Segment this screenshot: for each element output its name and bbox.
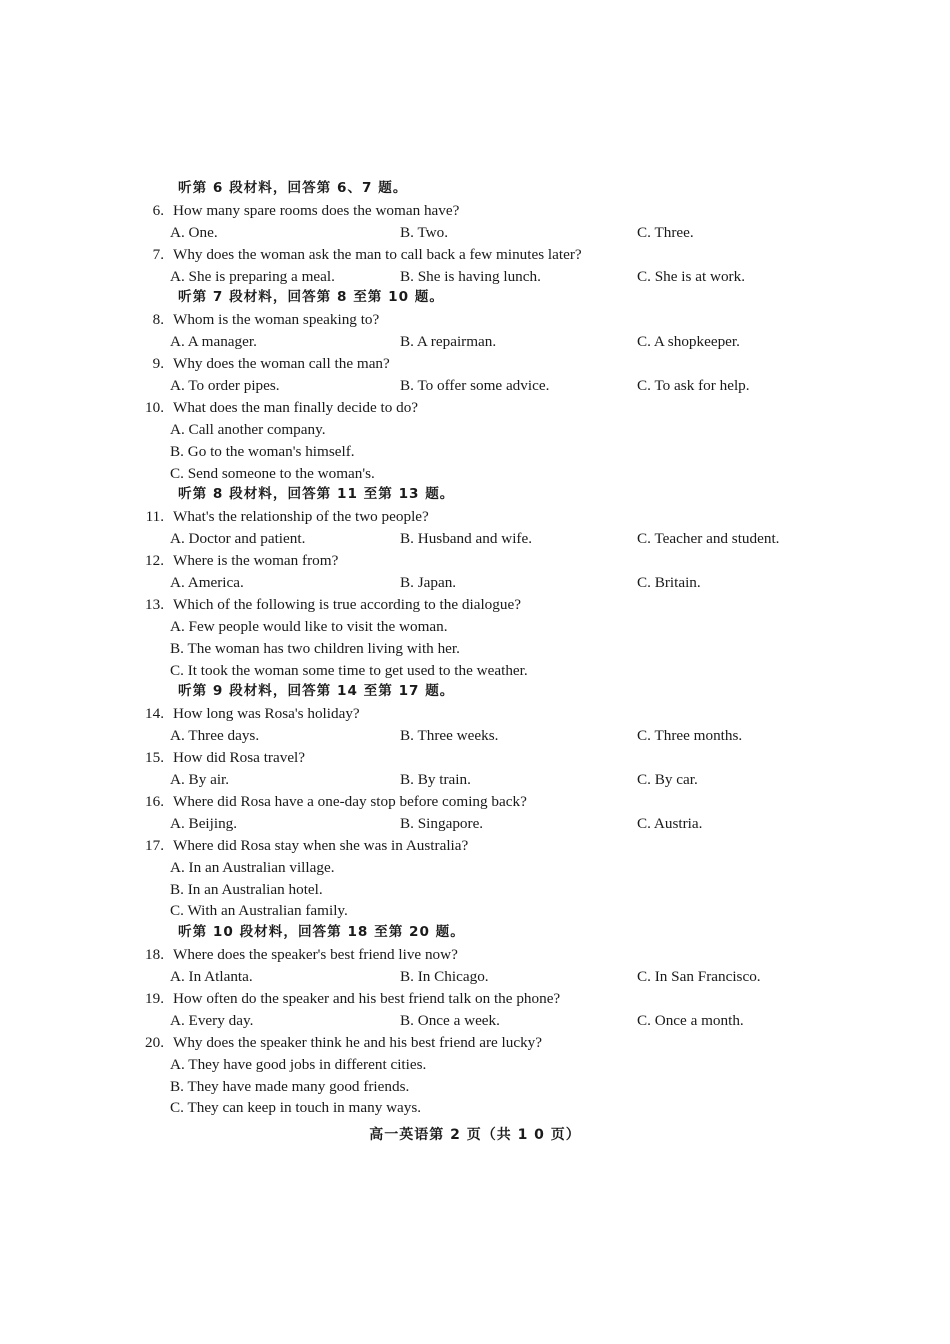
section-heading: 听第 9 段材料，回答第 14 至第 17 题。 [178,683,455,700]
question-text: Why does the woman call the man? [173,355,390,373]
question-text: How long was Rosa's holiday? [173,705,360,723]
option-a: A. They have good jobs in different cities. [170,1055,427,1073]
option-c: C. She is at work. [637,267,745,285]
option-a: A. America. [170,574,244,592]
option-a: A. One. [170,223,218,241]
option-a: A. By air. [170,771,230,789]
question-text: How did Rosa travel? [173,749,306,767]
option-line [0,441,950,463]
option-c: C. To ask for help. [637,377,750,395]
question-number: 6. [152,201,164,219]
section-heading-line [0,484,950,506]
question-text: Where did Rosa have a one-day stop before coming back? [173,792,527,810]
options-row [0,769,950,791]
question-line [0,594,950,616]
question-number: 12. [145,552,164,570]
question-number: 7. [152,245,164,263]
question-number: 15. [145,749,164,767]
question-text: Why does the speaker think he and his best friend are lucky? [173,1033,543,1051]
question-line [0,550,950,572]
question-line [0,244,950,266]
option-b: B. Japan. [400,574,457,592]
option-a: A. A manager. [170,333,257,351]
option-c: C. They can keep in touch in many ways. [170,1099,422,1117]
section-heading: 听第 7 段材料，回答第 8 至第 10 题。 [178,289,444,306]
question-line [0,747,950,769]
question-text: How many spare rooms does the woman have? [173,201,460,219]
option-b: B. She is having lunch. [400,267,541,285]
options-row [0,1010,950,1032]
question-text: Where does the speaker's best friend live now? [173,946,458,964]
option-b: B. Singapore. [400,814,484,832]
question-number: 17. [145,836,164,854]
options-row [0,966,950,988]
option-b: B. Once a week. [400,1011,500,1029]
option-a: A. Three days. [170,727,260,745]
options-row [0,222,950,244]
question-number: 13. [145,595,164,613]
option-a: A. Doctor and patient. [170,530,306,548]
question-text: Why does the woman ask the man to call back a few minutes later? [173,245,582,263]
option-line [0,857,950,879]
option-line [0,1054,950,1076]
section-heading: 听第 6 段材料，回答第 6、7 题。 [178,180,408,196]
page-footer: 高一英语第 2 页（共 1 0 页） [369,1127,581,1143]
question-line [0,988,950,1010]
option-a: A. Every day. [170,1011,254,1029]
option-c: C. Three months. [637,727,743,745]
option-a: A. To order pipes. [170,377,280,395]
option-c: C. A shopkeeper. [637,333,740,351]
option-line [0,1076,950,1098]
option-b: B. They have made many good friends. [170,1077,410,1095]
question-line [0,397,950,419]
option-c: C. It took the woman some time to get used to the weather. [170,661,528,679]
question-number: 9. [152,355,164,373]
question-text: Where did Rosa stay when she was in Australia? [173,836,469,854]
question-line [0,791,950,813]
question-line [0,506,950,528]
option-b: B. Two. [400,223,449,241]
options-row [0,331,950,353]
section-heading: 听第 8 段材料，回答第 11 至第 13 题。 [178,486,455,503]
option-line [0,1097,950,1119]
option-line [0,879,950,901]
question-line [0,353,950,375]
option-b: B. Husband and wife. [400,530,533,548]
option-b: B. The woman has two children living with her. [170,639,460,657]
question-text: Where is the woman from? [173,552,339,570]
option-a: A. In Atlanta. [170,968,253,986]
section-heading-line [0,287,950,309]
question-text: What's the relationship of the two people? [173,508,429,526]
option-c: C. Once a month. [637,1011,744,1029]
option-line [0,660,950,682]
option-c: C. Send someone to the woman's. [170,464,375,482]
option-c: C. With an Australian family. [170,902,348,920]
listening-questions [0,178,950,1119]
question-number: 20. [145,1033,164,1051]
question-line [0,1032,950,1054]
option-line [0,638,950,660]
option-a: A. Beijing. [170,814,238,832]
option-a: A. In an Australian village. [170,858,335,876]
question-text: Which of the following is true according to the dialogue? [173,595,521,613]
options-row [0,266,950,288]
options-row [0,375,950,397]
option-line [0,616,950,638]
option-b: B. A repairman. [400,333,497,351]
question-number: 11. [145,508,164,526]
question-number: 19. [145,989,164,1007]
option-line [0,463,950,485]
question-line [0,200,950,222]
option-b: B. Go to the woman's himself. [170,442,355,460]
question-text: How often do the speaker and his best friend talk on the phone? [173,989,561,1007]
option-b: B. In Chicago. [400,968,489,986]
question-line [0,944,950,966]
question-number: 18. [145,946,164,964]
question-number: 16. [145,792,164,810]
option-c: C. In San Francisco. [637,968,761,986]
option-c: C. By car. [637,771,698,789]
section-heading: 听第 10 段材料，回答第 18 至第 20 题。 [178,924,465,941]
option-c: C. Britain. [637,574,701,592]
option-a: A. She is preparing a meal. [170,267,335,285]
option-b: B. Three weeks. [400,727,499,745]
option-b: B. In an Australian hotel. [170,880,323,898]
question-number: 8. [152,311,164,329]
question-number: 10. [145,398,164,416]
section-heading-line [0,681,950,703]
options-row [0,813,950,835]
options-row [0,528,950,550]
option-c: C. Austria. [637,814,703,832]
question-text: Whom is the woman speaking to? [173,311,380,329]
question-line [0,309,950,331]
option-b: B. By train. [400,771,471,789]
options-row [0,572,950,594]
option-a: A. Call another company. [170,420,326,438]
question-number: 14. [145,705,164,723]
section-heading-line [0,922,950,944]
option-line [0,900,950,922]
options-row [0,725,950,747]
section-heading-line [0,178,950,200]
option-c: C. Teacher and student. [637,530,780,548]
question-text: What does the man finally decide to do? [173,398,419,416]
option-line [0,419,950,441]
option-a: A. Few people would like to visit the woman. [170,617,448,635]
option-b: B. To offer some advice. [400,377,550,395]
option-c: C. Three. [637,223,694,241]
question-line [0,703,950,725]
question-line [0,835,950,857]
